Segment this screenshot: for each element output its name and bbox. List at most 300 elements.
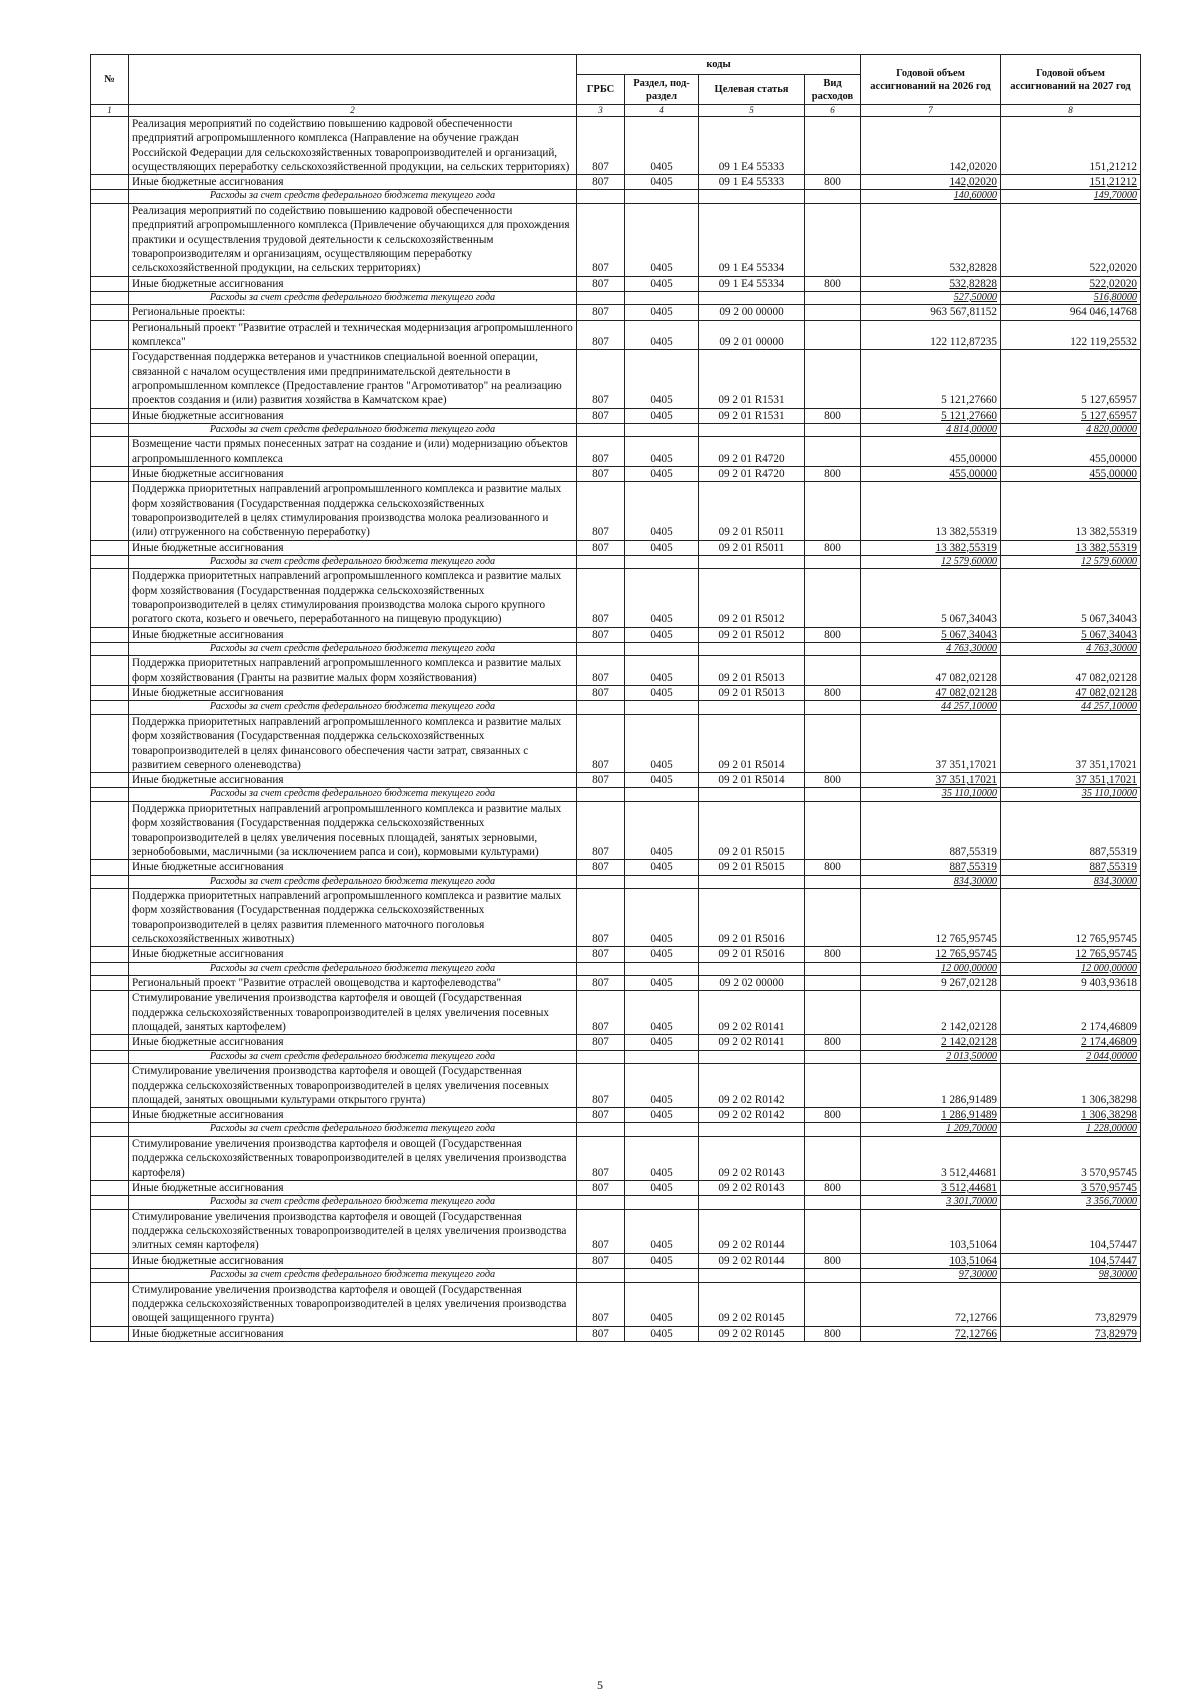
expense-type-code (805, 555, 861, 569)
number-cell (91, 276, 129, 291)
section-code (625, 190, 699, 204)
amount-2027: 455,00000 (1001, 467, 1141, 482)
grbs-code: 807 (577, 627, 625, 642)
amount-2027: 516,80000 (1001, 291, 1141, 305)
target-article-code: 09 2 01 R5011 (699, 540, 805, 555)
amount-2026: 12 579,60000 (861, 555, 1001, 569)
target-article-code: 09 2 01 R1531 (699, 350, 805, 408)
number-cell (91, 1137, 129, 1181)
target-article-code (699, 190, 805, 204)
expense-type-code: 800 (805, 175, 861, 190)
amount-2026: 834,30000 (861, 875, 1001, 889)
section-code: 0405 (625, 1137, 699, 1181)
federal-budget-row (91, 1123, 1141, 1137)
target-article-code (699, 1123, 805, 1137)
federal-budget-row (91, 1050, 1141, 1064)
number-cell (91, 802, 129, 860)
expense-type-code (805, 437, 861, 467)
amount-2027: 1 228,00000 (1001, 1123, 1141, 1137)
header-number: № (91, 55, 129, 105)
target-article-code (699, 555, 805, 569)
amount-2026: 13 382,55319 (861, 482, 1001, 540)
number-cell (91, 1209, 129, 1253)
table-row (91, 117, 1141, 175)
expense-type-code: 800 (805, 947, 861, 962)
expense-type-code (805, 1282, 861, 1326)
number-cell (91, 1269, 129, 1283)
amount-2027: 2 044,00000 (1001, 1050, 1141, 1064)
section-code: 0405 (625, 117, 699, 175)
sub-allocation-row (91, 947, 1141, 962)
expense-type-code: 800 (805, 276, 861, 291)
target-article-code: 09 2 01 R5014 (699, 714, 805, 772)
amount-2027: 2 174,46809 (1001, 991, 1141, 1035)
number-cell (91, 627, 129, 642)
target-article-code: 09 1 Е4 55334 (699, 276, 805, 291)
row-name: Реализация мероприятий по содействию повышению кадровой обеспеченности предприятий агропромышленного комплекса (Направление на обучение граждан Российской Федерации для сельскохозяйственных товаропроизводителей и организаций, осуществляющих переработку сельскохозяйственной продукции, на сельских территориях) (129, 117, 577, 175)
row-name: Поддержка приоритетных направлений агропромышленного комплекса и развитие малых форм хозяйствования (Государственная поддержка сельскохозяйственных товаропроизводителей в целях развития племенного маточного поголовья сельскохозяйственных животных) (129, 889, 577, 947)
expense-type-code (805, 482, 861, 540)
amount-2027: 37 351,17021 (1001, 773, 1141, 788)
amount-2026: 1 286,91489 (861, 1108, 1001, 1123)
federal-budget-row (91, 555, 1141, 569)
row-name: Расходы за счет средств федерального бюджета текущего года (129, 291, 577, 305)
table-row (91, 204, 1141, 276)
amount-2026: 887,55319 (861, 802, 1001, 860)
column-number: 8 (1001, 105, 1141, 117)
number-cell (91, 204, 129, 276)
column-number: 7 (861, 105, 1001, 117)
grbs-code: 807 (577, 320, 625, 350)
row-name: Иные бюджетные ассигнования (129, 408, 577, 423)
header-year-2026: Годовой объем ассигнований на 2026 год (861, 55, 1001, 105)
number-cell (91, 350, 129, 408)
number-cell (91, 467, 129, 482)
target-article-code: 09 2 02 R0144 (699, 1209, 805, 1253)
section-code: 0405 (625, 175, 699, 190)
section-code: 0405 (625, 1035, 699, 1050)
grbs-code (577, 642, 625, 656)
grbs-code (577, 875, 625, 889)
target-article-code (699, 642, 805, 656)
grbs-code: 807 (577, 773, 625, 788)
target-article-code (699, 962, 805, 976)
amount-2027: 887,55319 (1001, 802, 1141, 860)
amount-2026: 4 763,30000 (861, 642, 1001, 656)
amount-2027: 151,21212 (1001, 175, 1141, 190)
amount-2026: 5 121,27660 (861, 350, 1001, 408)
grbs-code: 807 (577, 686, 625, 701)
section-code (625, 701, 699, 715)
number-cell (91, 408, 129, 423)
amount-2026: 963 567,81152 (861, 305, 1001, 320)
expense-type-code (805, 569, 861, 627)
target-article-code: 09 1 Е4 55334 (699, 204, 805, 276)
table-row (91, 569, 1141, 627)
amount-2026: 5 067,34043 (861, 569, 1001, 627)
amount-2027: 2 174,46809 (1001, 1035, 1141, 1050)
amount-2027: 5 127,65957 (1001, 350, 1141, 408)
table-row (91, 976, 1141, 991)
section-code: 0405 (625, 947, 699, 962)
section-code: 0405 (625, 305, 699, 320)
expense-type-code (805, 962, 861, 976)
grbs-code: 807 (577, 976, 625, 991)
amount-2026: 47 082,02128 (861, 686, 1001, 701)
row-name: Поддержка приоритетных направлений агропромышленного комплекса и развитие малых форм хозяйствования (Государственная поддержка сельскохозяйственных товаропроизводителей в целях финансового обеспечения части затрат, связанных с развитием северного оленеводства) (129, 714, 577, 772)
table-row (91, 802, 1141, 860)
target-article-code: 09 2 01 R5013 (699, 656, 805, 686)
row-name: Расходы за счет средств федерального бюджета текущего года (129, 1196, 577, 1210)
row-name: Расходы за счет средств федерального бюджета текущего года (129, 788, 577, 802)
number-cell (91, 555, 129, 569)
target-article-code: 09 2 02 R0142 (699, 1108, 805, 1123)
target-article-code (699, 291, 805, 305)
grbs-code (577, 190, 625, 204)
grbs-code: 807 (577, 276, 625, 291)
header-name (129, 55, 577, 105)
section-code (625, 291, 699, 305)
section-code: 0405 (625, 1209, 699, 1253)
header-target-article: Целевая статья (699, 75, 805, 105)
row-name: Стимулирование увеличения производства картофеля и овощей (Государственная поддержка сельскохозяйственных товаропроизводителей в целях увеличения посевных площадей, занятых картофелем) (129, 991, 577, 1035)
grbs-code: 807 (577, 1180, 625, 1195)
target-article-code: 09 2 01 R5015 (699, 860, 805, 875)
target-article-code: 09 2 01 R5016 (699, 947, 805, 962)
amount-2026: 142,02020 (861, 175, 1001, 190)
grbs-code: 807 (577, 467, 625, 482)
target-article-code: 09 2 00 00000 (699, 305, 805, 320)
number-cell (91, 1282, 129, 1326)
number-cell (91, 305, 129, 320)
sub-allocation-row (91, 1326, 1141, 1341)
table-row (91, 889, 1141, 947)
row-name: Расходы за счет средств федерального бюджета текущего года (129, 875, 577, 889)
amount-2027: 5 127,65957 (1001, 408, 1141, 423)
amount-2026: 9 267,02128 (861, 976, 1001, 991)
amount-2026: 5 121,27660 (861, 408, 1001, 423)
column-number: 3 (577, 105, 625, 117)
amount-2026: 2 013,50000 (861, 1050, 1001, 1064)
sub-allocation-row (91, 276, 1141, 291)
amount-2027: 47 082,02128 (1001, 686, 1141, 701)
section-code (625, 1123, 699, 1137)
expense-type-code (805, 1269, 861, 1283)
amount-2027: 35 110,10000 (1001, 788, 1141, 802)
expense-type-code (805, 1137, 861, 1181)
target-article-code: 09 2 01 R5011 (699, 482, 805, 540)
target-article-code: 09 2 01 R5013 (699, 686, 805, 701)
number-cell (91, 875, 129, 889)
amount-2027: 98,30000 (1001, 1269, 1141, 1283)
target-article-code: 09 2 02 R0142 (699, 1064, 805, 1108)
target-article-code: 09 1 Е4 55333 (699, 117, 805, 175)
amount-2026: 5 067,34043 (861, 627, 1001, 642)
section-code: 0405 (625, 802, 699, 860)
amount-2027: 104,57447 (1001, 1253, 1141, 1268)
table-row (91, 437, 1141, 467)
expense-type-code: 800 (805, 1035, 861, 1050)
number-cell (91, 437, 129, 467)
grbs-code (577, 1123, 625, 1137)
section-code: 0405 (625, 1064, 699, 1108)
grbs-code: 807 (577, 1209, 625, 1253)
number-cell (91, 1064, 129, 1108)
number-cell (91, 1050, 129, 1064)
expense-type-code (805, 423, 861, 437)
target-article-code: 09 2 01 R5015 (699, 802, 805, 860)
expense-type-code (805, 701, 861, 715)
header-expense-type: Вид расходов (805, 75, 861, 105)
header-grbs: ГРБС (577, 75, 625, 105)
federal-budget-row (91, 291, 1141, 305)
amount-2026: 12 765,95745 (861, 947, 1001, 962)
section-code (625, 962, 699, 976)
amount-2026: 532,82828 (861, 204, 1001, 276)
number-cell (91, 947, 129, 962)
table-row (91, 1282, 1141, 1326)
row-name: Расходы за счет средств федерального бюджета текущего года (129, 1269, 577, 1283)
section-code (625, 875, 699, 889)
column-number: 2 (129, 105, 577, 117)
row-name: Стимулирование увеличения производства картофеля и овощей (Государственная поддержка сельскохозяйственных товаропроизводителей в целях увеличения производства элитных семян картофеля) (129, 1209, 577, 1253)
table-row (91, 320, 1141, 350)
amount-2027: 455,00000 (1001, 437, 1141, 467)
expense-type-code: 800 (805, 408, 861, 423)
amount-2027: 964 046,14768 (1001, 305, 1141, 320)
expense-type-code (805, 350, 861, 408)
number-cell (91, 320, 129, 350)
grbs-code: 807 (577, 540, 625, 555)
federal-budget-row (91, 962, 1141, 976)
row-name: Расходы за счет средств федерального бюджета текущего года (129, 555, 577, 569)
number-cell (91, 991, 129, 1035)
target-article-code: 09 2 01 R5014 (699, 773, 805, 788)
amount-2026: 103,51064 (861, 1209, 1001, 1253)
federal-budget-row (91, 875, 1141, 889)
expense-type-code: 800 (805, 1108, 861, 1123)
expense-type-code (805, 1064, 861, 1108)
amount-2026: 35 110,10000 (861, 788, 1001, 802)
amount-2026: 455,00000 (861, 437, 1001, 467)
amount-2027: 122 119,25532 (1001, 320, 1141, 350)
row-name: Региональные проекты: (129, 305, 577, 320)
amount-2027: 3 570,95745 (1001, 1137, 1141, 1181)
number-cell (91, 482, 129, 540)
expense-type-code: 800 (805, 773, 861, 788)
expense-type-code: 800 (805, 1253, 861, 1268)
number-cell (91, 656, 129, 686)
number-cell (91, 175, 129, 190)
amount-2027: 13 382,55319 (1001, 482, 1141, 540)
number-cell (91, 1196, 129, 1210)
section-code: 0405 (625, 714, 699, 772)
row-name: Расходы за счет средств федерального бюджета текущего года (129, 642, 577, 656)
section-code (625, 423, 699, 437)
amount-2027: 149,70000 (1001, 190, 1141, 204)
number-cell (91, 117, 129, 175)
target-article-code: 09 2 01 R1531 (699, 408, 805, 423)
number-cell (91, 788, 129, 802)
grbs-code: 807 (577, 889, 625, 947)
expense-type-code (805, 291, 861, 305)
target-article-code: 09 2 02 R0141 (699, 991, 805, 1035)
section-code: 0405 (625, 1180, 699, 1195)
amount-2027: 37 351,17021 (1001, 714, 1141, 772)
amount-2026: 3 512,44681 (861, 1180, 1001, 1195)
amount-2027: 5 067,34043 (1001, 627, 1141, 642)
grbs-code: 807 (577, 860, 625, 875)
number-cell (91, 423, 129, 437)
section-code: 0405 (625, 350, 699, 408)
target-article-code: 09 2 02 R0141 (699, 1035, 805, 1050)
grbs-code (577, 1050, 625, 1064)
row-name: Возмещение части прямых понесенных затрат на создание и (или) модернизацию объектов агропромышленного комплекса (129, 437, 577, 467)
amount-2026: 142,02020 (861, 117, 1001, 175)
expense-type-code: 800 (805, 860, 861, 875)
grbs-code (577, 1196, 625, 1210)
table-body (91, 117, 1141, 1342)
section-code (625, 555, 699, 569)
grbs-code: 807 (577, 1253, 625, 1268)
expense-type-code (805, 991, 861, 1035)
row-name: Расходы за счет средств федерального бюджета текущего года (129, 190, 577, 204)
row-name: Поддержка приоритетных направлений агропромышленного комплекса и развитие малых форм хозяйствования (Государственная поддержка сельскохозяйственных товаропроизводителей в целях стимулирования производства молока реализованного и (или) отгруженного на собственную переработку) (129, 482, 577, 540)
target-article-code: 09 2 02 R0143 (699, 1137, 805, 1181)
target-article-code: 09 2 01 00000 (699, 320, 805, 350)
target-article-code (699, 1196, 805, 1210)
section-code: 0405 (625, 408, 699, 423)
amount-2027: 47 082,02128 (1001, 656, 1141, 686)
row-name: Расходы за счет средств федерального бюджета текущего года (129, 423, 577, 437)
amount-2027: 9 403,93618 (1001, 976, 1141, 991)
section-code: 0405 (625, 1326, 699, 1341)
amount-2026: 2 142,02128 (861, 991, 1001, 1035)
target-article-code: 09 2 01 R4720 (699, 437, 805, 467)
grbs-code: 807 (577, 204, 625, 276)
expense-type-code (805, 320, 861, 350)
expense-type-code: 800 (805, 1326, 861, 1341)
grbs-code: 807 (577, 305, 625, 320)
section-code (625, 1269, 699, 1283)
target-article-code: 09 2 02 R0145 (699, 1326, 805, 1341)
target-article-code (699, 788, 805, 802)
grbs-code: 807 (577, 1326, 625, 1341)
row-name: Иные бюджетные ассигнования (129, 627, 577, 642)
grbs-code: 807 (577, 1064, 625, 1108)
grbs-code: 807 (577, 117, 625, 175)
expense-type-code (805, 642, 861, 656)
amount-2026: 887,55319 (861, 860, 1001, 875)
amount-2027: 44 257,10000 (1001, 701, 1141, 715)
header-razdel: Раздел, под-раздел (625, 75, 699, 105)
expense-type-code: 800 (805, 540, 861, 555)
grbs-code (577, 962, 625, 976)
grbs-code: 807 (577, 947, 625, 962)
grbs-code: 807 (577, 408, 625, 423)
grbs-code (577, 788, 625, 802)
section-code: 0405 (625, 976, 699, 991)
row-name: Региональный проект "Развитие отраслей и техническая модернизация агропромышленного комплекса" (129, 320, 577, 350)
expense-type-code (805, 204, 861, 276)
expense-type-code: 800 (805, 467, 861, 482)
section-code: 0405 (625, 889, 699, 947)
grbs-code (577, 555, 625, 569)
table-row (91, 1137, 1141, 1181)
expense-type-code (805, 714, 861, 772)
section-code: 0405 (625, 656, 699, 686)
sub-allocation-row (91, 860, 1141, 875)
expense-type-code: 800 (805, 1180, 861, 1195)
amount-2026: 72,12766 (861, 1282, 1001, 1326)
table-row (91, 991, 1141, 1035)
grbs-code: 807 (577, 482, 625, 540)
row-name: Стимулирование увеличения производства картофеля и овощей (Государственная поддержка сельскохозяйственных товаропроизводителей в целях увеличения производства картофеля) (129, 1137, 577, 1181)
sub-allocation-row (91, 1108, 1141, 1123)
grbs-code: 807 (577, 802, 625, 860)
amount-2026: 1 209,70000 (861, 1123, 1001, 1137)
amount-2026: 12 765,95745 (861, 889, 1001, 947)
section-code (625, 1050, 699, 1064)
number-cell (91, 1108, 129, 1123)
target-article-code (699, 701, 805, 715)
section-code: 0405 (625, 467, 699, 482)
amount-2026: 12 000,00000 (861, 962, 1001, 976)
federal-budget-row (91, 190, 1141, 204)
column-number: 1 (91, 105, 129, 117)
amount-2027: 522,02020 (1001, 276, 1141, 291)
amount-2027: 522,02020 (1001, 204, 1141, 276)
sub-allocation-row (91, 1253, 1141, 1268)
grbs-code (577, 701, 625, 715)
amount-2027: 104,57447 (1001, 1209, 1141, 1253)
header-year-2027: Годовой объем ассигнований на 2027 год (1001, 55, 1141, 105)
section-code: 0405 (625, 1282, 699, 1326)
target-article-code: 09 2 01 R5012 (699, 569, 805, 627)
row-name: Иные бюджетные ассигнования (129, 773, 577, 788)
amount-2027: 73,82979 (1001, 1282, 1141, 1326)
target-article-code: 09 2 01 R4720 (699, 467, 805, 482)
amount-2026: 4 814,00000 (861, 423, 1001, 437)
row-name: Поддержка приоритетных направлений агропромышленного комплекса и развитие малых форм хозяйствования (Гранты на развитие малых форм хозяйствования) (129, 656, 577, 686)
number-cell (91, 889, 129, 947)
amount-2027: 1 306,38298 (1001, 1064, 1141, 1108)
federal-budget-row (91, 423, 1141, 437)
target-article-code (699, 1050, 805, 1064)
number-cell (91, 962, 129, 976)
section-code: 0405 (625, 860, 699, 875)
amount-2027: 12 579,60000 (1001, 555, 1141, 569)
expense-type-code (805, 788, 861, 802)
expense-type-code (805, 802, 861, 860)
amount-2027: 13 382,55319 (1001, 540, 1141, 555)
section-code: 0405 (625, 1253, 699, 1268)
row-name: Реализация мероприятий по содействию повышению кадровой обеспеченности предприятий агропромышленного комплекса (Привлечение обучающихся для прохождения практики и осуществления трудовой деятельности к сельскохозяйственным товаропроизводителям и организациям, осуществляющим переработку сельскохозяйственной продукции, на сельских территориях) (129, 204, 577, 276)
section-code (625, 642, 699, 656)
amount-2027: 4 820,00000 (1001, 423, 1141, 437)
target-article-code (699, 1269, 805, 1283)
sub-allocation-row (91, 1035, 1141, 1050)
grbs-code: 807 (577, 1282, 625, 1326)
sub-allocation-row (91, 408, 1141, 423)
sub-allocation-row (91, 540, 1141, 555)
section-code: 0405 (625, 276, 699, 291)
section-code: 0405 (625, 569, 699, 627)
section-code (625, 1196, 699, 1210)
grbs-code: 807 (577, 437, 625, 467)
column-number: 6 (805, 105, 861, 117)
target-article-code: 09 2 01 R5016 (699, 889, 805, 947)
